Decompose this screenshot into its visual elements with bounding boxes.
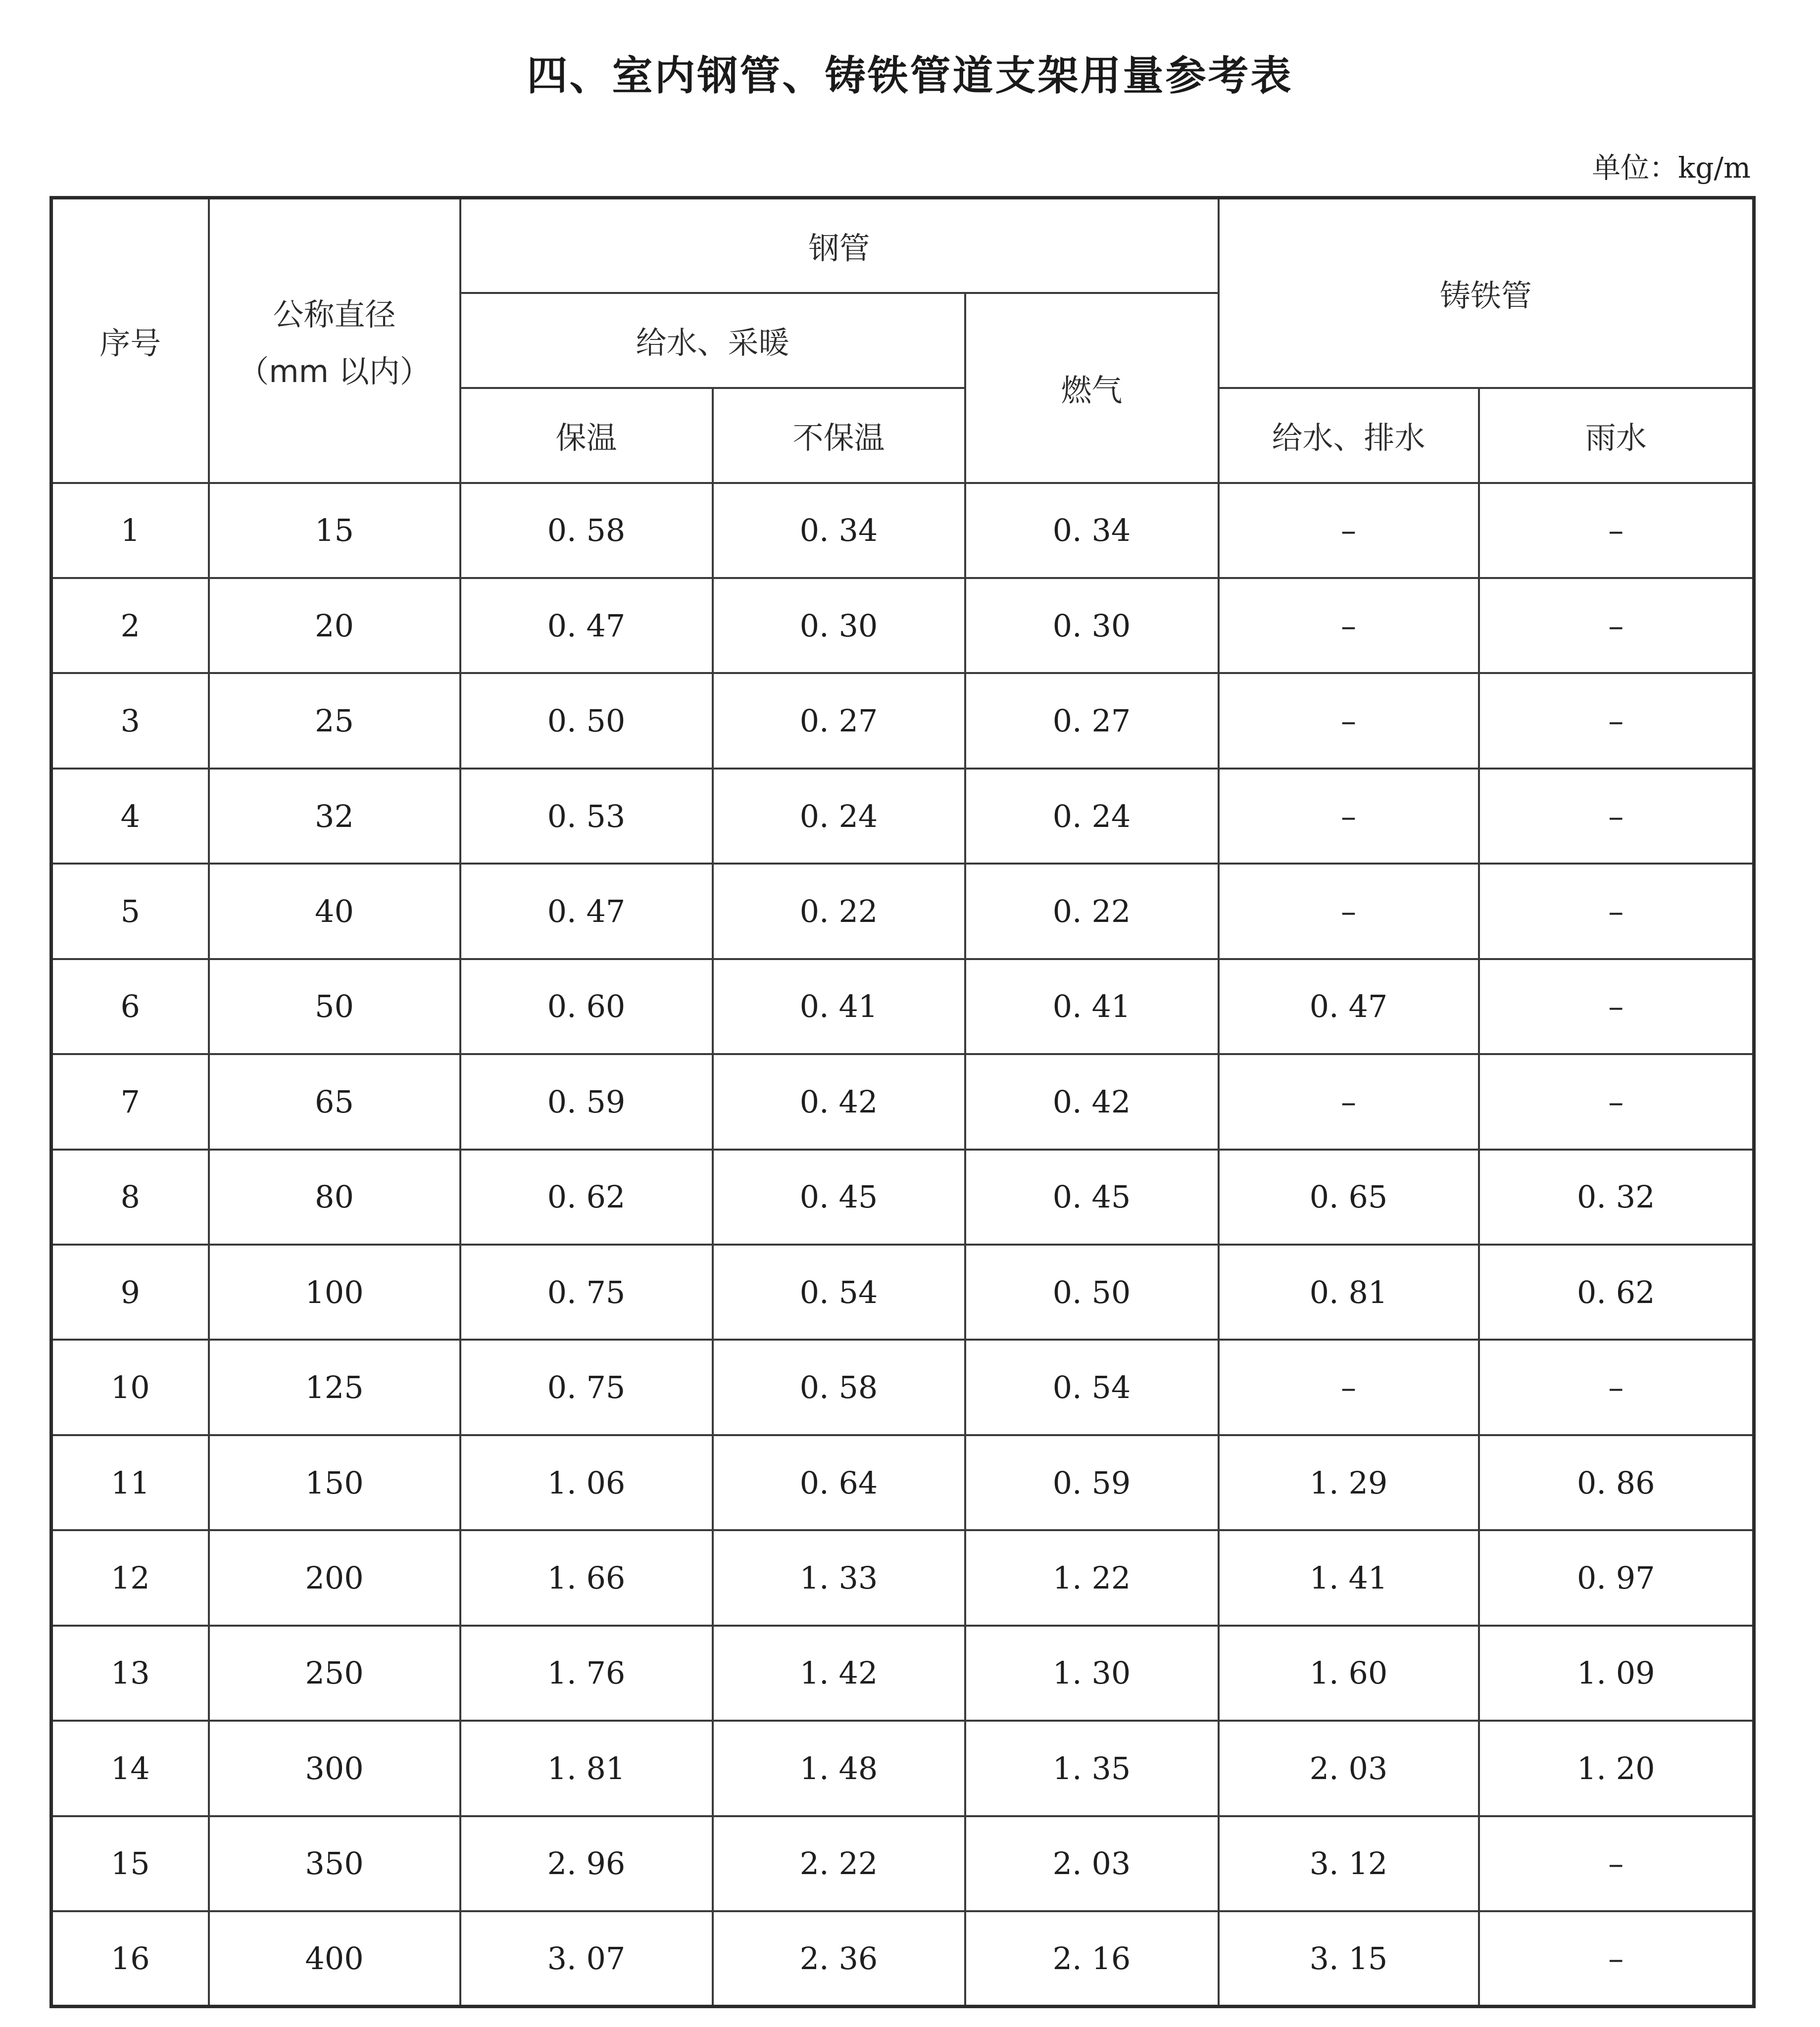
- cell-cast-iron-rain: 0. 86: [1479, 1435, 1754, 1530]
- cell-cast-iron-rain: –: [1479, 769, 1754, 864]
- cell-seq: 6: [51, 959, 209, 1054]
- cell-cast-iron-water: –: [1219, 578, 1479, 673]
- cell-uninsulated: 0. 30: [713, 578, 965, 673]
- cell-diameter: 150: [209, 1435, 460, 1530]
- cell-cast-iron-water: 3. 12: [1219, 1816, 1479, 1911]
- cell-gas: 0. 34: [965, 483, 1219, 578]
- cell-gas: 2. 16: [965, 1911, 1219, 2006]
- header-diameter-line2: （mm 以内）: [238, 353, 431, 390]
- table-row: [51, 1721, 1754, 1816]
- cell-seq: 7: [51, 1054, 209, 1149]
- cell-cast-iron-rain: –: [1479, 673, 1754, 768]
- cell-seq: 5: [51, 864, 209, 959]
- cell-seq: 1: [51, 483, 209, 578]
- cell-cast-iron-rain: –: [1479, 1911, 1754, 2006]
- cell-cast-iron-rain: 1. 09: [1479, 1626, 1754, 1721]
- cell-diameter: 100: [209, 1245, 460, 1340]
- cell-cast-iron-rain: –: [1479, 483, 1754, 578]
- cell-cast-iron-rain: –: [1479, 864, 1754, 959]
- cell-seq: 15: [51, 1816, 209, 1911]
- cell-diameter: 250: [209, 1626, 460, 1721]
- cell-diameter: 40: [209, 864, 460, 959]
- cell-uninsulated: 2. 36: [713, 1911, 965, 2006]
- cell-cast-iron-water: 0. 81: [1219, 1245, 1479, 1340]
- cell-uninsulated: 0. 54: [713, 1245, 965, 1340]
- cell-seq: 16: [51, 1911, 209, 2006]
- cell-gas: 0. 24: [965, 769, 1219, 864]
- cell-uninsulated: 0. 58: [713, 1340, 965, 1435]
- cell-cast-iron-rain: –: [1479, 959, 1754, 1054]
- cell-diameter: 32: [209, 769, 460, 864]
- cell-seq: 3: [51, 673, 209, 768]
- cell-cast-iron-rain: –: [1479, 1816, 1754, 1911]
- table-row: [51, 1530, 1754, 1625]
- table-row: [51, 1054, 1754, 1149]
- cell-uninsulated: 0. 45: [713, 1150, 965, 1245]
- table-row: [51, 578, 1754, 673]
- cell-seq: 9: [51, 1245, 209, 1340]
- cell-insulated: 2. 96: [460, 1816, 713, 1911]
- table-row: [51, 1435, 1754, 1530]
- cell-uninsulated: 1. 48: [713, 1721, 965, 1816]
- cell-seq: 10: [51, 1340, 209, 1435]
- table-body: [51, 483, 1754, 2007]
- cell-insulated: 1. 06: [460, 1435, 713, 1530]
- cell-cast-iron-rain: 1. 20: [1479, 1721, 1754, 1816]
- cell-diameter: 400: [209, 1911, 460, 2006]
- header-insulated: 保温: [460, 388, 713, 483]
- cell-gas: 0. 50: [965, 1245, 1219, 1340]
- table-row: [51, 864, 1754, 959]
- cell-uninsulated: 0. 34: [713, 483, 965, 578]
- cell-seq: 8: [51, 1150, 209, 1245]
- cell-gas: 1. 30: [965, 1626, 1219, 1721]
- header-uninsulated: 不保温: [713, 388, 965, 483]
- cell-cast-iron-water: –: [1219, 673, 1479, 768]
- table-row: [51, 1245, 1754, 1340]
- cell-insulated: 0. 75: [460, 1340, 713, 1435]
- table-row: [51, 1150, 1754, 1245]
- table-row: [51, 1626, 1754, 1721]
- cell-cast-iron-rain: –: [1479, 578, 1754, 673]
- cell-cast-iron-water: 2. 03: [1219, 1721, 1479, 1816]
- header-water-heating: 给水、采暖: [460, 293, 965, 388]
- cell-gas: 0. 41: [965, 959, 1219, 1054]
- cell-cast-iron-water: –: [1219, 1340, 1479, 1435]
- table-row: [51, 769, 1754, 864]
- cell-gas: 0. 59: [965, 1435, 1219, 1530]
- cell-cast-iron-water: 3. 15: [1219, 1911, 1479, 2006]
- cell-cast-iron-water: 1. 60: [1219, 1626, 1479, 1721]
- cell-insulated: 0. 59: [460, 1054, 713, 1149]
- header-cast-iron-pipe: 铸铁管: [1219, 198, 1754, 388]
- cell-insulated: 1. 76: [460, 1626, 713, 1721]
- cell-gas: 0. 54: [965, 1340, 1219, 1435]
- cell-insulated: 0. 58: [460, 483, 713, 578]
- cell-seq: 2: [51, 578, 209, 673]
- header-diameter-line1: 公称直径: [273, 296, 396, 333]
- cell-diameter: 125: [209, 1340, 460, 1435]
- cell-cast-iron-rain: –: [1479, 1340, 1754, 1435]
- header-gas: 燃气: [965, 293, 1219, 483]
- cell-cast-iron-water: 1. 29: [1219, 1435, 1479, 1530]
- cell-insulated: 0. 53: [460, 769, 713, 864]
- table-row: [51, 1816, 1754, 1911]
- cell-cast-iron-rain: 0. 62: [1479, 1245, 1754, 1340]
- unit-label: 单位：kg/m: [1592, 151, 1751, 185]
- table-row: [51, 483, 1754, 578]
- cell-cast-iron-water: 0. 47: [1219, 959, 1479, 1054]
- cell-gas: 0. 22: [965, 864, 1219, 959]
- cell-cast-iron-water: –: [1219, 769, 1479, 864]
- cell-diameter: 200: [209, 1530, 460, 1625]
- header-steel-pipe: 钢管: [460, 198, 1219, 293]
- cell-gas: 1. 35: [965, 1721, 1219, 1816]
- cell-cast-iron-water: –: [1219, 864, 1479, 959]
- cell-cast-iron-water: –: [1219, 1054, 1479, 1149]
- cell-uninsulated: 0. 27: [713, 673, 965, 768]
- cell-insulated: 0. 47: [460, 864, 713, 959]
- cell-insulated: 1. 81: [460, 1721, 713, 1816]
- cell-insulated: 0. 47: [460, 578, 713, 673]
- header-rain: 雨水: [1479, 388, 1754, 483]
- cell-insulated: 0. 60: [460, 959, 713, 1054]
- cell-seq: 4: [51, 769, 209, 864]
- cell-insulated: 3. 07: [460, 1911, 713, 2006]
- cell-seq: 14: [51, 1721, 209, 1816]
- cell-uninsulated: 2. 22: [713, 1816, 965, 1911]
- header-seq: 序号: [51, 198, 209, 483]
- cell-uninsulated: 0. 22: [713, 864, 965, 959]
- cell-cast-iron-water: 0. 65: [1219, 1150, 1479, 1245]
- cell-insulated: 0. 75: [460, 1245, 713, 1340]
- page-title: 四、室内钢管、铸铁管道支架用量参考表: [527, 52, 1293, 99]
- cell-cast-iron-water: –: [1219, 483, 1479, 578]
- cell-uninsulated: 0. 64: [713, 1435, 965, 1530]
- cell-gas: 0. 27: [965, 673, 1219, 768]
- cell-seq: 12: [51, 1530, 209, 1625]
- table-row: [51, 1911, 1754, 2006]
- table-row: [51, 1340, 1754, 1435]
- table-row: [51, 673, 1754, 768]
- cell-cast-iron-rain: –: [1479, 1054, 1754, 1149]
- cell-diameter: 15: [209, 483, 460, 578]
- cell-uninsulated: 0. 42: [713, 1054, 965, 1149]
- cell-diameter: 80: [209, 1150, 460, 1245]
- cell-diameter: 20: [209, 578, 460, 673]
- cell-insulated: 1. 66: [460, 1530, 713, 1625]
- cell-cast-iron-rain: 0. 97: [1479, 1530, 1754, 1625]
- header-water-drain: 给水、排水: [1219, 388, 1479, 483]
- cell-insulated: 0. 50: [460, 673, 713, 768]
- cell-gas: 0. 42: [965, 1054, 1219, 1149]
- table-row: [51, 959, 1754, 1054]
- cell-diameter: 350: [209, 1816, 460, 1911]
- cell-cast-iron-rain: 0. 32: [1479, 1150, 1754, 1245]
- cell-gas: 0. 45: [965, 1150, 1219, 1245]
- cell-gas: 1. 22: [965, 1530, 1219, 1625]
- cell-seq: 13: [51, 1626, 209, 1721]
- cell-gas: 0. 30: [965, 578, 1219, 673]
- cell-cast-iron-water: 1. 41: [1219, 1530, 1479, 1625]
- support-usage-table: [49, 196, 1756, 2008]
- cell-seq: 11: [51, 1435, 209, 1530]
- cell-diameter: 65: [209, 1054, 460, 1149]
- cell-diameter: 25: [209, 673, 460, 768]
- cell-insulated: 0. 62: [460, 1150, 713, 1245]
- cell-uninsulated: 0. 41: [713, 959, 965, 1054]
- header-diameter: [209, 198, 460, 483]
- cell-uninsulated: 1. 33: [713, 1530, 965, 1625]
- cell-diameter: 50: [209, 959, 460, 1054]
- cell-diameter: 300: [209, 1721, 460, 1816]
- table-header: [51, 198, 1754, 483]
- cell-uninsulated: 1. 42: [713, 1626, 965, 1721]
- cell-gas: 2. 03: [965, 1816, 1219, 1911]
- cell-uninsulated: 0. 24: [713, 769, 965, 864]
